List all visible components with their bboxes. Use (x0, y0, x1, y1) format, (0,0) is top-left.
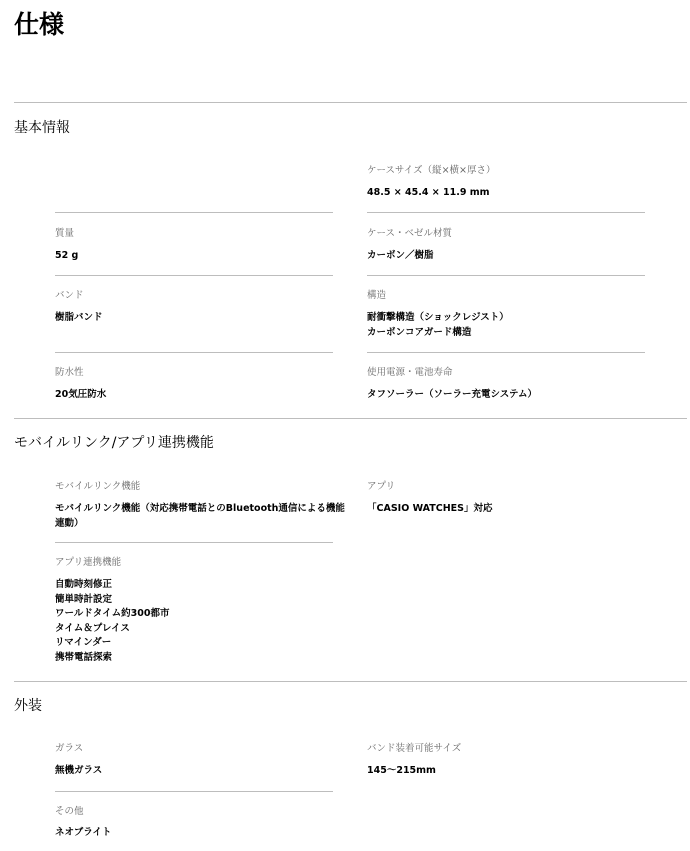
spec-value: 48.5 × 45.4 × 11.9 mm (367, 187, 490, 198)
spec-label: 防水性 (55, 367, 84, 378)
section-divider (14, 681, 687, 682)
section-divider (14, 102, 687, 103)
spec-divider (367, 212, 645, 213)
spec-value: ネオブライト (55, 827, 112, 838)
spec-divider (55, 352, 333, 353)
spec-value: 耐衝撃構造（ショックレジスト） カーボンコアガード構造 (367, 312, 509, 338)
section-title: 外装 (14, 698, 42, 714)
section-title: モバイルリンク/アプリ連携機能 (14, 435, 214, 451)
spec-divider (55, 275, 333, 276)
spec-divider (367, 352, 645, 353)
spec-label: 構造 (367, 290, 387, 301)
spec-label: バンド (55, 290, 84, 301)
spec-value: 145〜215mm (367, 765, 436, 776)
spec-label: ケースサイズ（縦×横×厚さ） (367, 165, 496, 176)
spec-value: 無機ガラス (55, 765, 103, 776)
spec-divider (55, 791, 333, 792)
spec-label: アプリ (367, 481, 396, 492)
spec-value: 樹脂バンド (55, 312, 103, 323)
spec-divider (55, 542, 333, 543)
spec-divider (55, 212, 333, 213)
spec-value: カーボン／樹脂 (367, 250, 434, 261)
section-title: 基本情報 (14, 120, 70, 136)
spec-label: ケース・ベゼル材質 (367, 228, 453, 239)
section-divider (14, 418, 687, 419)
spec-label: バンド装着可能サイズ (367, 743, 462, 754)
spec-label: その他 (55, 806, 84, 817)
spec-divider (367, 275, 645, 276)
spec-value: 20気圧防水 (55, 389, 107, 400)
spec-value: タフソーラー（ソーラー充電システム） (367, 389, 538, 400)
spec-value: 自動時刻修正 簡単時計設定 ワールドタイム約300都市 タイム＆プレイス リマインダー 携帯電話探索 (55, 579, 170, 663)
spec-label: 使用電源・電池寿命 (367, 367, 453, 378)
spec-label: 質量 (55, 228, 75, 239)
spec-value: 52 g (55, 250, 79, 261)
spec-label: アプリ連携機能 (55, 557, 122, 568)
spec-value: モバイルリンク機能（対応携帯電話とのBluetooth通信による機能 連動） (55, 503, 345, 529)
spec-label: モバイルリンク機能 (55, 481, 141, 492)
spec-value: 「CASIO WATCHES」対応 (367, 503, 493, 514)
spec-label: ガラス (55, 743, 84, 754)
page-title: 仕様 (14, 10, 65, 39)
